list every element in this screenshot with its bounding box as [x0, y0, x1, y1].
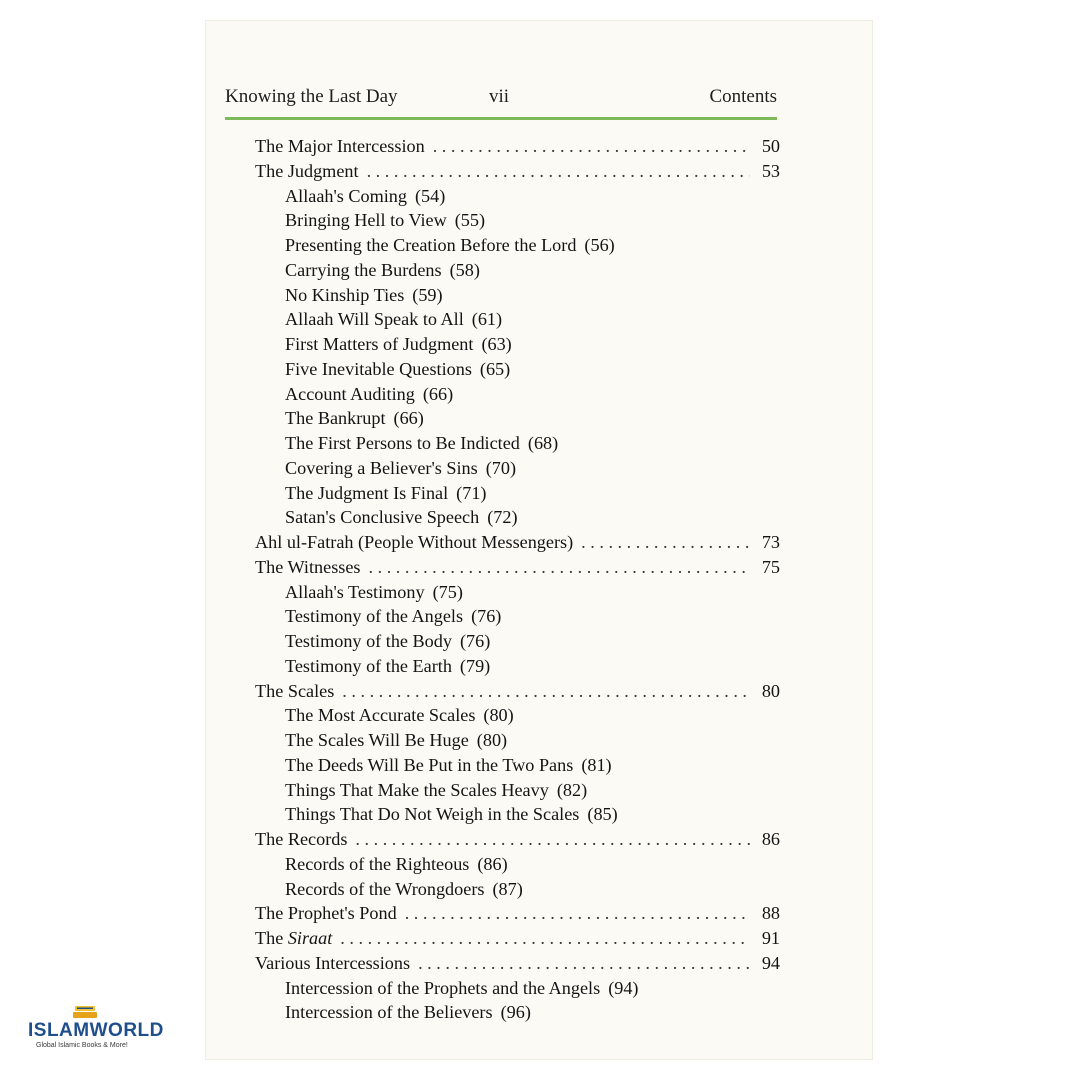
dot-leader	[340, 926, 750, 951]
header-rule	[225, 117, 777, 120]
toc-subentry-title: Allaah's Coming	[285, 185, 407, 206]
toc-entry-title-italic: Siraat	[287, 928, 333, 948]
toc-subentry-title: Carrying the Burdens	[285, 259, 442, 280]
toc-entry-title	[255, 555, 361, 580]
toc-subentry-title: Satan's Conclusive Speech	[285, 507, 480, 528]
book-stack-icon	[72, 1004, 98, 1020]
toc-subentry	[285, 877, 523, 902]
toc-subentry-title: Testimony of the Earth	[285, 655, 452, 676]
toc-subentry-title: Presenting the Creation Before the Lord	[285, 235, 577, 255]
toc-subentry-page: (81)	[581, 754, 612, 775]
toc-page-number: 73	[761, 532, 780, 552]
toc-page-number: 91	[761, 928, 780, 948]
toc-entry-title-text: The Judgment	[255, 160, 359, 181]
toc-subentry	[285, 456, 516, 481]
toc-subentry	[285, 307, 502, 332]
toc-subentry	[285, 184, 445, 209]
dot-leader	[405, 901, 750, 926]
toc-subentry-title: Five Inevitable Questions	[285, 358, 472, 379]
toc-entry-title	[255, 951, 410, 976]
toc-entry-title-text: The Witnesses	[255, 556, 361, 577]
toc-subentry-page: (76)	[471, 606, 502, 627]
toc-subentry	[285, 382, 453, 407]
toc-subentry-page: (68)	[527, 433, 559, 453]
toc-entry	[255, 134, 780, 159]
toc-subentry-page: (70)	[485, 457, 517, 478]
toc-subentry-page: (66)	[422, 383, 454, 404]
toc-subentry-title: Things That Make the Scales Heavy	[285, 779, 549, 800]
toc-page-number: 75	[761, 556, 780, 577]
toc-subentry	[285, 283, 443, 308]
toc-entry	[255, 951, 780, 976]
toc-entry-title	[255, 679, 334, 704]
toc-entry-title	[255, 530, 573, 555]
toc-subentry-page: (65)	[479, 358, 511, 379]
toc-subentry-page: (66)	[393, 408, 424, 429]
toc-subentry-page: (85)	[587, 804, 618, 825]
islamworld-logo	[28, 1000, 164, 1050]
toc-subentry-page: (76)	[459, 631, 491, 651]
toc-page-number: 53	[761, 160, 780, 181]
toc-subentry	[285, 604, 501, 629]
toc-subentry	[285, 703, 514, 728]
toc-entry	[255, 530, 780, 555]
toc-entry-title	[255, 901, 397, 926]
toc-entry	[255, 901, 780, 926]
toc-entry	[255, 159, 780, 184]
header-section-title: Contents	[709, 86, 777, 107]
toc-subentry-page: (63)	[481, 334, 512, 354]
toc-subentry-page: (80)	[483, 705, 514, 726]
toc-page-number: 80	[761, 680, 780, 701]
toc-subentry	[285, 802, 618, 827]
toc-subentry-title: The Most Accurate Scales	[285, 705, 476, 726]
toc-entry-title-text: The Records	[255, 829, 348, 849]
toc-subentry	[285, 753, 612, 778]
toc-subentry	[285, 258, 480, 283]
toc-subentry	[285, 332, 512, 357]
toc-subentry-title: Testimony of the Angels	[285, 606, 464, 627]
toc-subentry	[285, 406, 424, 431]
toc-page-number: 50	[761, 136, 780, 156]
toc-entry	[255, 555, 780, 580]
toc-entry-title	[255, 827, 347, 852]
toc-subentry-title: The Judgment Is Final	[285, 482, 449, 503]
toc-subentry-title: Records of the Righteous	[285, 853, 470, 874]
dot-leader	[342, 679, 750, 704]
toc-entry-title-text: Ahl ul-Fatrah (People Without Messengers)	[255, 532, 574, 552]
header-page-number: vii	[489, 86, 510, 107]
toc-subentry	[285, 654, 490, 679]
toc-entry-title	[255, 159, 359, 184]
toc-subentry-page: (96)	[500, 1002, 531, 1023]
toc-subentry-page: (59)	[412, 284, 443, 305]
toc-subentry	[285, 1000, 531, 1025]
toc-entry	[255, 827, 780, 852]
toc-subentry	[285, 208, 485, 233]
dot-leader	[581, 530, 750, 555]
toc-subentry-page: (79)	[459, 655, 491, 676]
toc-subentry-title: The Scales Will Be Huge	[285, 730, 469, 750]
toc-subentry-page: (58)	[449, 259, 480, 280]
toc-subentry-title: Intercession of the Prophets and the Angels	[285, 977, 601, 998]
toc-page-number: 86	[761, 829, 780, 849]
toc-subentry-title: Records of the Wrongdoers	[285, 878, 485, 899]
toc-subentry-page: (54)	[415, 185, 446, 206]
toc-subentry-title: Intercession of the Believers	[285, 1002, 493, 1023]
toc-page-number: 88	[761, 903, 780, 924]
toc-entry-title-text: Various Intercessions	[255, 952, 411, 973]
dot-leader	[418, 951, 750, 976]
toc-entry-title	[255, 926, 332, 951]
toc-subentry	[285, 233, 615, 258]
toc-subentry-page: (56)	[584, 235, 615, 255]
toc-subentry	[285, 976, 639, 1001]
toc-subentry-page: (86)	[477, 853, 508, 874]
book-page	[205, 20, 873, 1060]
toc-subentry	[285, 629, 490, 654]
toc-subentry-page: (82)	[556, 779, 588, 800]
toc-subentry	[285, 357, 510, 382]
toc-entry	[255, 926, 780, 951]
toc-subentry-page: (72)	[487, 507, 518, 528]
toc-page-number: 94	[761, 952, 780, 973]
toc-entry-title-text: The Prophet's Pond	[255, 903, 397, 924]
toc-subentry-title: First Matters of Judgment	[285, 334, 474, 354]
toc-subentry-page: (87)	[492, 878, 523, 899]
toc-subentry-title: Testimony of the Body	[285, 631, 452, 651]
running-header	[225, 86, 777, 114]
header-book-title: Knowing the Last Day	[225, 86, 398, 107]
toc-subentry-page: (94)	[608, 977, 639, 998]
toc-subentry	[285, 431, 558, 456]
toc-subentry-title: The Deeds Will Be Put in the Two Pans	[285, 754, 574, 775]
logo-wordmark: ISLAMWORLD	[28, 1020, 164, 1041]
toc-entry-title-text: The Major Intercession	[255, 136, 425, 156]
toc-subentry	[285, 778, 587, 803]
toc-subentry-title: Covering a Believer's Sins	[285, 457, 478, 478]
dot-leader	[367, 159, 750, 184]
toc-entry-title-text: The	[255, 928, 284, 948]
toc-entry-title	[255, 134, 425, 159]
toc-subentry-title: Allaah's Testimony	[285, 581, 425, 602]
toc-subentry-title: The Bankrupt	[285, 408, 386, 429]
dot-leader	[433, 134, 750, 159]
toc-subentry-title: The First Persons to Be Indicted	[285, 433, 520, 453]
dot-leader	[355, 827, 750, 852]
toc-subentry	[285, 505, 518, 530]
toc-entry-title-text: The Scales	[255, 680, 335, 701]
toc-subentry-page: (75)	[432, 581, 463, 602]
toc-subentry-title: Account Auditing	[285, 383, 415, 404]
toc-subentry-title: Things That Do Not Weigh in the Scales	[285, 804, 580, 825]
toc-subentry-page: (55)	[454, 210, 486, 231]
toc-subentry-page: (61)	[471, 309, 503, 330]
logo-tagline: Global Islamic Books & More!	[36, 1042, 128, 1049]
toc-subentry-title: Allaah Will Speak to All	[285, 309, 464, 330]
toc-subentry-title: Bringing Hell to View	[285, 210, 447, 231]
toc-subentry	[285, 580, 463, 605]
toc-subentry	[285, 728, 507, 753]
toc-subentry-title: No Kinship Ties	[285, 284, 405, 305]
toc-subentry-page: (71)	[456, 482, 487, 503]
toc-entry	[255, 679, 780, 704]
toc-subentry	[285, 852, 508, 877]
toc-subentry	[285, 481, 486, 506]
dot-leader	[369, 555, 750, 580]
toc-subentry-page: (80)	[476, 730, 508, 750]
